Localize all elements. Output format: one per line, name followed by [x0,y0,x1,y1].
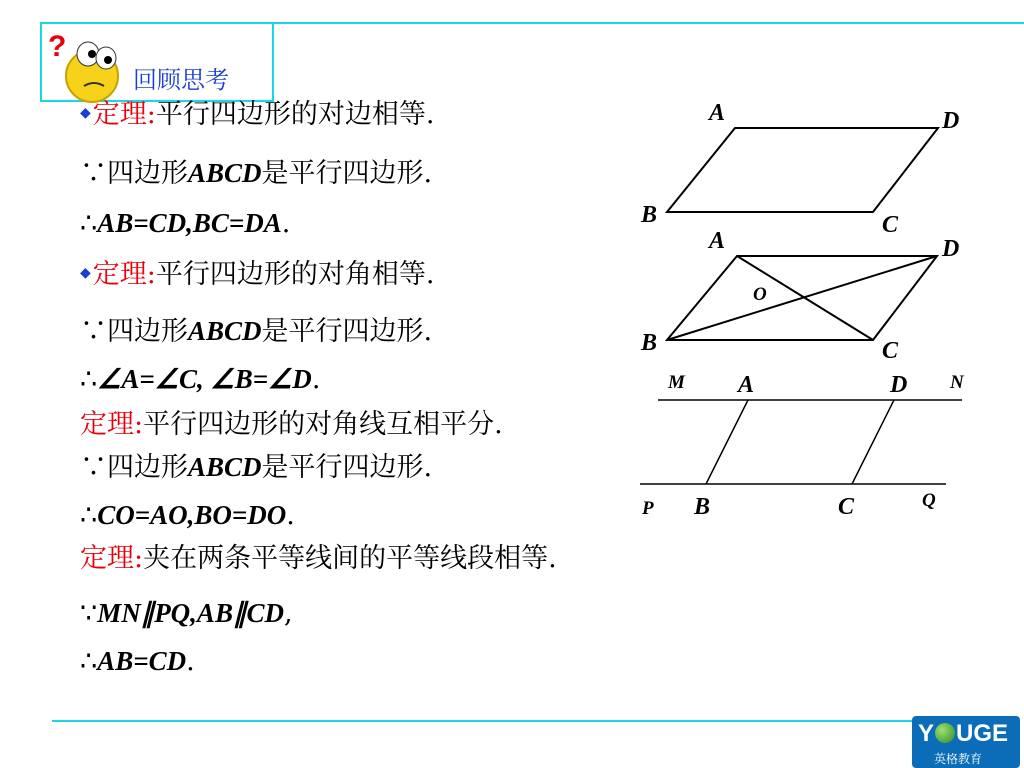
fig2-label-c: C [882,338,899,364]
given-var: ABCD [188,316,262,346]
logo-tagline: 英格教育 [934,752,983,766]
given-prefix: ∵四边形 [80,316,188,347]
fig3-label-m: M [668,372,685,393]
theorem1-label: 定理: [92,99,156,130]
diagonal-bd [667,256,937,340]
therefore-symbol: ∴ [80,208,98,239]
review-title: 回顾思考 [133,66,229,94]
conclusion-expr: CO=AO,BO=DO [97,500,287,530]
figure-parallelogram-diagonals [667,256,937,340]
therefore-symbol: ∴ [80,646,98,677]
given-prefix: ∵四边形 [80,158,188,189]
conclusion-expr: AB=CD,BC=DA [97,208,282,238]
fig2-label-d: D [942,236,960,262]
theorem4-label: 定理: [80,543,144,574]
fig2-label-a: A [709,228,726,254]
fig1-label-c: C [882,212,899,238]
figure-parallel-lines [640,400,962,484]
segment-ab [706,400,748,484]
therefore-symbol: ∴ [80,500,98,531]
brand-logo [912,716,1020,768]
given-suffix: 是平行四边形. [261,452,433,483]
bullet-diamond-icon: ◆ [80,105,91,121]
parallelogram-shape [667,128,938,212]
period: . [311,364,321,395]
theorem3-label: 定理: [80,409,144,440]
fig3-label-a: A [738,372,755,398]
given-prefix: ∵四边形 [80,452,188,483]
segment-cd [852,400,894,484]
fig3-label-b: B [694,494,711,520]
theorem3-text: 平行四边形的对角线互相平分. [143,409,503,440]
fig3-label-n: N [950,372,964,393]
svg-text:?: ? [48,30,67,63]
theorem4-text: 夹在两条平等线间的平等线段相等. [143,543,557,574]
fig1-label-a: A [709,100,726,126]
theorem2-text: 平行四边形的对角相等. [155,259,435,290]
theorem2-label: 定理: [92,259,156,290]
fig3-label-d: D [890,372,908,398]
period: . [186,646,195,677]
fig2-label-o: O [753,284,767,305]
given-expr: MN∥PQ,AB∥CD [97,598,284,628]
bullet-diamond-icon: ◆ [80,265,91,281]
logo-text-right: UGE [956,720,1009,747]
globe-icon [935,723,955,743]
fig1-label-b: B [641,202,658,228]
therefore-symbol: ∴ [80,364,98,395]
fig2-label-b: B [641,330,658,356]
fig1-label-d: D [942,108,960,134]
given-var: ABCD [188,452,262,482]
given-suffix: 是平行四边形. [261,158,433,189]
given-var: ABCD [188,158,262,188]
fig3-label-q: Q [922,490,936,511]
logo-text-left: Y [918,720,935,747]
bottom-rule [52,720,1000,722]
period: . [286,500,295,531]
period: . [281,208,291,239]
theorem1-text: 平行四边形的对边相等. [155,99,435,130]
conclusion-expr: ∠A=∠C, ∠B=∠D [97,364,312,394]
conclusion-expr: AB=CD [97,646,187,676]
because-symbol: ∵ [80,598,98,629]
fig3-label-p: P [642,498,654,519]
comma: , [283,598,293,629]
fig3-label-c: C [838,494,855,520]
given-suffix: 是平行四边形. [261,316,433,347]
